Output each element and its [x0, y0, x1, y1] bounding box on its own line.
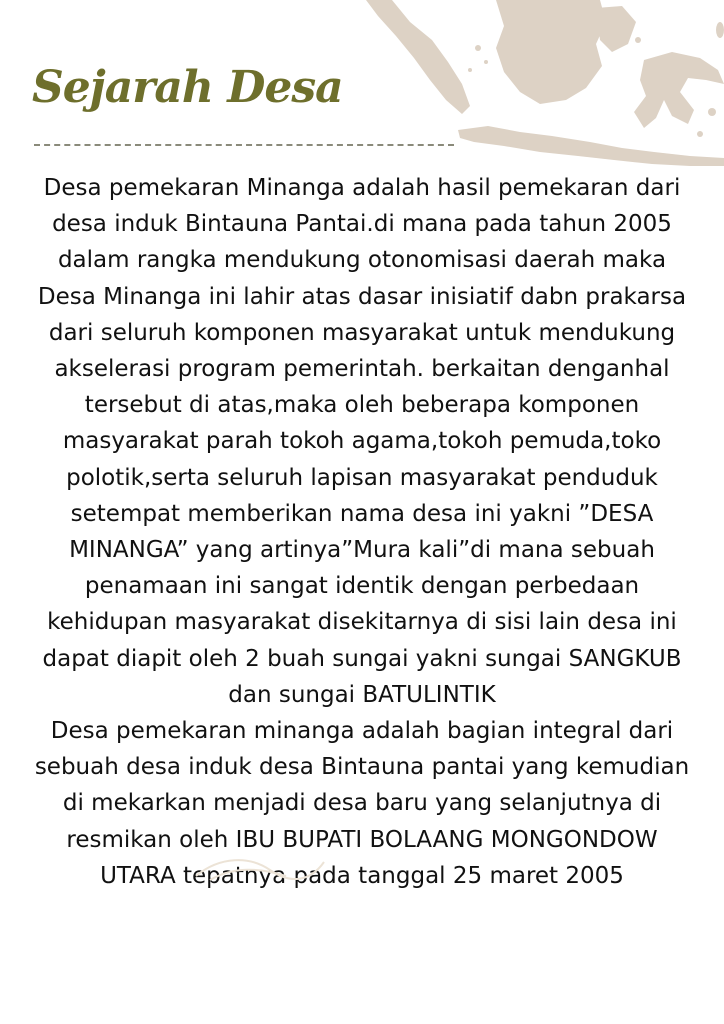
history-paragraph-1: Desa pemekaran Minanga adalah hasil pemekaran dari desa induk Bintauna Pantai.di mana pada tahun 2005 dalam rangka mendukung otonomisasi daerah maka Desa Minanga ini lahir atas dasar inisiatif dabn prakarsa dari seluruh komponen masyarakat untuk mendukung akselerasi program pemerintah. berkaitan denganhal tersebut di atas,maka oleh beberapa komponen masyarakat parah tokoh agama,tokoh pemuda,toko polotik,serta seluruh lapisan masyarakat penduduk setempat memberikan nama desa ini yakni ”DESA MINANGA” yang artinya”Mura kali”di mana sebuah penamaan ini sangat identik dengan perbedaan kehidupan masyarakat disekitarnya di sisi lain desa ini dapat diapit oleh 2 buah sungai yakni sungai SANGKUB dan sungai BATULINTIK	[37, 175, 687, 708]
page-title: Sejarah Desa	[32, 62, 343, 113]
title-dashed-divider	[34, 144, 454, 146]
history-text-block	[28, 170, 696, 894]
history-paragraph-2: Desa pemekaran minanga adalah bagian integral dari sebuah desa induk desa Bintauna pantai yang kemudian di mekarkan menjadi desa baru yang selanjutnya di resmikan oleh IBU BUPATI BOLAANG MONGONDOW UTARA tepatnya pada tanggal 25 maret 2005	[34, 718, 690, 889]
